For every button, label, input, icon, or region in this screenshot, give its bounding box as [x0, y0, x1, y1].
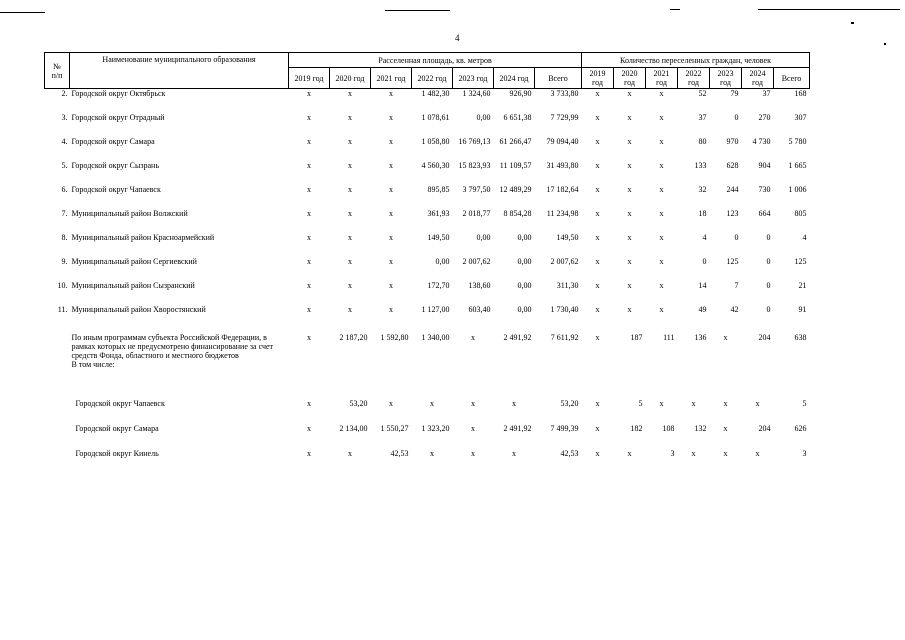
municipality-name: Городской округ Чапаевск	[75, 398, 165, 408]
area-cell: 3 733,80	[550, 89, 579, 98]
people-cell: x	[627, 304, 632, 314]
area-cell: 149,50	[556, 232, 579, 242]
table-row	[45, 281, 810, 305]
top-left-rule	[0, 12, 45, 13]
people-cell: 7	[734, 280, 739, 290]
area-cell: 1 550,27	[380, 423, 409, 433]
row-number: 6.	[61, 184, 68, 194]
scan-speck	[884, 43, 886, 45]
people-cell: x	[595, 280, 600, 290]
people-cell: 0	[766, 304, 771, 314]
table-row	[45, 399, 810, 424]
people-cell: x	[627, 448, 632, 458]
area-cell: x	[348, 184, 352, 194]
other-programs-text: По иным программам субъекта Российской Федерации, в рамках которых не предусмотрено финансирование за счет средств Фонда, областного и местного бюджетов	[71, 332, 274, 360]
people-cell: x	[627, 208, 632, 218]
area-cell: x	[307, 232, 311, 242]
table-row	[45, 257, 810, 281]
people-cell: x	[595, 332, 600, 342]
people-cell: x	[659, 256, 664, 266]
area-cell: 1 340,00	[421, 332, 450, 342]
area-cell: 1 058,80	[421, 136, 450, 146]
area-cell: 42,53	[390, 448, 409, 458]
area-cell: x	[348, 208, 352, 218]
area-cell: 15 823,93	[458, 160, 491, 170]
people-cell: x	[595, 448, 600, 458]
people-cell: 626	[794, 423, 807, 433]
area-cell: 79 094,40	[546, 136, 579, 146]
area-cell: x	[307, 184, 311, 194]
municipality-name: Муниципальный район Сызранский	[71, 280, 195, 290]
area-cell: x	[307, 332, 311, 342]
people-cell: 42	[730, 304, 739, 314]
area-cell: x	[348, 256, 352, 266]
area-cell: x	[307, 280, 311, 290]
people-year-header: 2021 год	[646, 68, 678, 89]
area-cell: x	[389, 184, 393, 194]
area-cell: 0,00	[517, 304, 532, 314]
page-number: 4	[455, 33, 460, 43]
table-row	[45, 449, 810, 474]
people-cell: 49	[698, 304, 707, 314]
people-cell: 133	[694, 160, 707, 170]
area-cell: x	[471, 423, 475, 433]
area-cell: 7 499,39	[550, 423, 579, 433]
area-cell: x	[389, 398, 393, 408]
area-cell: 2 187,20	[339, 332, 368, 342]
people-year-header: 2024 год	[742, 68, 774, 89]
people-cell: x	[659, 304, 664, 314]
row-number	[45, 333, 70, 399]
people-cell: x	[723, 448, 728, 458]
area-cell: x	[348, 232, 352, 242]
people-cell: 182	[630, 423, 643, 433]
people-cell: x	[627, 232, 632, 242]
row-number	[45, 399, 70, 424]
municipality-name: Городской округ Кинель	[75, 448, 159, 458]
area-cell: x	[348, 448, 352, 458]
scan-speck	[851, 22, 854, 24]
area-cell: x	[512, 448, 516, 458]
row-number: 4.	[61, 136, 68, 146]
people-cell: x	[595, 304, 600, 314]
area-cell: x	[389, 304, 393, 314]
table-row	[45, 137, 810, 161]
area-cell: 0,00	[517, 256, 532, 266]
municipality-name: Городской округ Отрадный	[71, 112, 165, 122]
area-cell: x	[430, 398, 434, 408]
area-cell: 0,00	[517, 232, 532, 242]
area-cell: 7 611,92	[550, 332, 579, 342]
area-cell: 0,00	[476, 112, 491, 122]
people-cell: 244	[726, 184, 739, 194]
area-cell: 1 078,61	[421, 112, 450, 122]
people-cell: x	[627, 280, 632, 290]
area-cell: x	[471, 448, 475, 458]
people-cell: x	[595, 256, 600, 266]
table-row	[45, 185, 810, 209]
area-cell: x	[348, 112, 352, 122]
people-cell: 37	[762, 89, 771, 98]
area-cell: 1 730,40	[550, 304, 579, 314]
area-cell: x	[471, 332, 475, 342]
people-cell: 168	[794, 89, 807, 98]
people-cell: 970	[726, 136, 739, 146]
row-number: 2.	[61, 89, 68, 98]
people-cell: 805	[794, 208, 807, 218]
people-cell: x	[627, 136, 632, 146]
people-cell: x	[595, 184, 600, 194]
area-cell: x	[512, 398, 516, 408]
people-cell: 1 006	[788, 184, 807, 194]
table-row	[45, 89, 810, 113]
area-cell: x	[389, 208, 393, 218]
area-cell: 2 134,00	[339, 423, 368, 433]
people-cell: x	[723, 332, 728, 342]
area-year-header: 2023 год	[453, 68, 494, 89]
area-cell: 61 266,47	[499, 136, 532, 146]
people-cell: 21	[798, 280, 807, 290]
municipality-name: Городской округ Октябрьск	[71, 89, 166, 98]
people-cell: 5	[802, 398, 807, 408]
municipality-name: Городской округ Сызрань	[71, 160, 159, 170]
area-cell: 138,60	[468, 280, 491, 290]
row-number: 3.	[61, 112, 68, 122]
municipality-name: Муниципальный район Красноармейский	[71, 232, 215, 242]
people-cell: 79	[730, 89, 739, 98]
area-cell: 2 007,62	[462, 256, 491, 266]
people-cell: 1 665	[788, 160, 807, 170]
area-cell: 7 729,99	[550, 112, 579, 122]
people-total-header: Всего	[774, 68, 810, 89]
people-cell: x	[627, 184, 632, 194]
people-cell: x	[755, 448, 760, 458]
area-cell: 2 491,92	[503, 332, 532, 342]
area-cell: 1 127,00	[421, 304, 450, 314]
area-year-header: 2024 год	[494, 68, 535, 89]
area-cell: 2 491,92	[503, 423, 532, 433]
area-cell: x	[430, 448, 434, 458]
table-row	[45, 424, 810, 449]
area-cell: 53,20	[349, 398, 368, 408]
people-year-header: 2022 год	[678, 68, 710, 89]
people-cell: 0	[766, 232, 771, 242]
people-cell: 123	[726, 208, 739, 218]
people-cell: 91	[798, 304, 807, 314]
people-cell: 125	[794, 256, 807, 266]
people-cell: 108	[662, 423, 675, 433]
area-cell: x	[348, 89, 352, 98]
municipality-name: Городской округ Чапаевск	[71, 184, 161, 194]
area-cell: 3 797,50	[462, 184, 491, 194]
people-cell: 204	[758, 423, 771, 433]
people-cell: 0	[766, 280, 771, 290]
people-cell: 187	[630, 332, 643, 342]
people-cell: x	[595, 136, 600, 146]
area-cell: x	[348, 304, 352, 314]
people-cell: 4 730	[752, 136, 771, 146]
people-cell: 5	[638, 398, 643, 408]
people-cell: 0	[766, 256, 771, 266]
area-cell: 42,53	[560, 448, 579, 458]
people-cell: 4	[702, 232, 707, 242]
area-cell: x	[307, 112, 311, 122]
area-cell: 1 592,80	[380, 332, 409, 342]
header-name: Наименование муниципального образования	[70, 53, 289, 89]
area-cell: x	[307, 89, 311, 98]
area-cell: x	[307, 256, 311, 266]
area-cell: x	[389, 160, 393, 170]
area-cell: 0,00	[517, 280, 532, 290]
people-cell: 904	[758, 160, 771, 170]
row-number: 10.	[57, 280, 68, 290]
area-year-header: 2021 год	[371, 68, 412, 89]
area-cell: 12 489,29	[499, 184, 532, 194]
area-cell: 8 854,28	[503, 208, 532, 218]
people-cell: 4	[802, 232, 807, 242]
header-area-group: Расселенная площадь, кв. метров	[289, 53, 582, 68]
area-cell: 53,20	[560, 398, 579, 408]
people-cell: x	[659, 280, 664, 290]
row-number: 9.	[61, 256, 68, 266]
people-year-header: 2020 год	[614, 68, 646, 89]
row-number: 11.	[57, 304, 68, 314]
row-number	[45, 424, 70, 449]
area-cell: x	[307, 208, 311, 218]
people-cell: x	[723, 423, 728, 433]
people-cell: 5 780	[788, 136, 807, 146]
people-year-header: 2023 год	[710, 68, 742, 89]
area-cell: 0,00	[435, 256, 450, 266]
area-cell: 1 482,30	[421, 89, 450, 98]
area-cell: 926,90	[509, 89, 532, 98]
top-center-rule	[385, 10, 450, 11]
area-cell: 149,50	[427, 232, 450, 242]
people-cell: 132	[694, 423, 707, 433]
people-cell: 3	[802, 448, 807, 458]
area-cell: x	[348, 160, 352, 170]
people-cell: 628	[726, 160, 739, 170]
area-cell: 0,00	[476, 232, 491, 242]
people-cell: 730	[758, 184, 771, 194]
area-cell: x	[389, 280, 393, 290]
people-cell: 125	[726, 256, 739, 266]
people-cell: x	[595, 423, 600, 433]
people-cell: x	[659, 160, 664, 170]
area-cell: x	[389, 136, 393, 146]
area-cell: 1 323,20	[421, 423, 450, 433]
row-number: 7.	[61, 208, 68, 218]
table-row	[45, 233, 810, 257]
area-total-header: Всего	[535, 68, 582, 89]
people-cell: x	[659, 184, 664, 194]
area-cell: x	[307, 448, 311, 458]
area-cell: 895,85	[427, 184, 450, 194]
people-cell: x	[723, 398, 728, 408]
people-cell: x	[627, 89, 632, 98]
people-cell: 307	[794, 112, 807, 122]
row-number: 5.	[61, 160, 68, 170]
table-row	[45, 333, 810, 399]
municipality-name: Муниципальный район Сергиевский	[71, 256, 197, 266]
people-cell: x	[627, 256, 632, 266]
area-cell: 16 769,13	[458, 136, 491, 146]
including-label: В том числе:	[71, 359, 115, 369]
area-cell: 11 109,57	[499, 160, 532, 170]
people-cell: x	[659, 398, 664, 408]
area-cell: x	[389, 256, 393, 266]
top-right-rule	[670, 9, 680, 10]
people-cell: 3	[670, 448, 675, 458]
people-cell: 80	[698, 136, 707, 146]
area-year-header: 2022 год	[412, 68, 453, 89]
area-cell: 17 182,64	[546, 184, 579, 194]
area-cell: x	[307, 423, 311, 433]
area-cell: x	[389, 112, 393, 122]
people-year-header: 2019 год	[582, 68, 614, 89]
people-cell: 32	[698, 184, 707, 194]
municipality-name: Муниципальный район Хворостянский	[71, 304, 206, 314]
area-cell: 361,93	[427, 208, 450, 218]
people-cell: 136	[694, 332, 707, 342]
people-cell: x	[595, 89, 600, 98]
people-cell: x	[691, 448, 696, 458]
people-cell: x	[659, 136, 664, 146]
people-cell: 204	[758, 332, 771, 342]
area-cell: 311,30	[556, 280, 579, 290]
header-num: № п/п	[45, 53, 70, 89]
people-cell: 0	[734, 232, 739, 242]
area-cell: x	[307, 304, 311, 314]
area-cell: 31 493,80	[546, 160, 579, 170]
table-row	[45, 113, 810, 137]
people-cell: 638	[794, 332, 807, 342]
people-cell: 52	[698, 89, 707, 98]
area-cell: 6 651,38	[503, 112, 532, 122]
people-cell: x	[659, 208, 664, 218]
municipality-name	[70, 333, 289, 399]
people-cell: x	[627, 160, 632, 170]
area-cell: 603,40	[468, 304, 491, 314]
people-cell: 0	[702, 256, 707, 266]
people-cell: 14	[698, 280, 707, 290]
municipality-name: Муниципальный район Волжский	[71, 208, 188, 218]
area-cell: 172,70	[427, 280, 450, 290]
people-cell: x	[691, 398, 696, 408]
people-cell: 0	[734, 112, 739, 122]
row-number	[45, 449, 70, 474]
area-year-header: 2020 год	[330, 68, 371, 89]
area-cell: x	[471, 398, 475, 408]
people-cell: x	[595, 232, 600, 242]
people-cell: 270	[758, 112, 771, 122]
people-cell: x	[755, 398, 760, 408]
area-cell: 2 018,77	[462, 208, 491, 218]
people-cell: 664	[758, 208, 771, 218]
table-row	[45, 305, 810, 329]
area-cell: x	[348, 280, 352, 290]
people-cell: x	[659, 232, 664, 242]
area-cell: x	[307, 398, 311, 408]
area-cell: x	[307, 136, 311, 146]
table-row	[45, 209, 810, 233]
people-cell: x	[595, 160, 600, 170]
row-number: 8.	[61, 232, 68, 242]
resettlement-table	[44, 52, 810, 474]
area-cell: 1 324,60	[462, 89, 491, 98]
people-cell: x	[595, 398, 600, 408]
area-cell: x	[307, 160, 311, 170]
municipality-name: Городской округ Самара	[75, 423, 159, 433]
area-year-header: 2019 год	[289, 68, 330, 89]
header-people-group: Количество переселенных граждан, человек	[582, 53, 810, 68]
area-cell: x	[389, 89, 393, 98]
people-cell: x	[627, 112, 632, 122]
area-cell: 2 007,62	[550, 256, 579, 266]
table-row	[45, 161, 810, 185]
municipality-name: Городской округ Самара	[71, 136, 155, 146]
people-cell: 111	[663, 332, 675, 342]
people-cell: 18	[698, 208, 707, 218]
area-cell: 4 560,30	[421, 160, 450, 170]
area-cell: x	[389, 232, 393, 242]
people-cell: 37	[698, 112, 707, 122]
area-cell: 11 234,98	[546, 208, 579, 218]
people-cell: x	[595, 208, 600, 218]
people-cell: x	[595, 112, 600, 122]
top-far-right-rule	[758, 9, 900, 10]
people-cell: x	[659, 89, 664, 98]
area-cell: x	[348, 136, 352, 146]
people-cell: x	[659, 112, 664, 122]
